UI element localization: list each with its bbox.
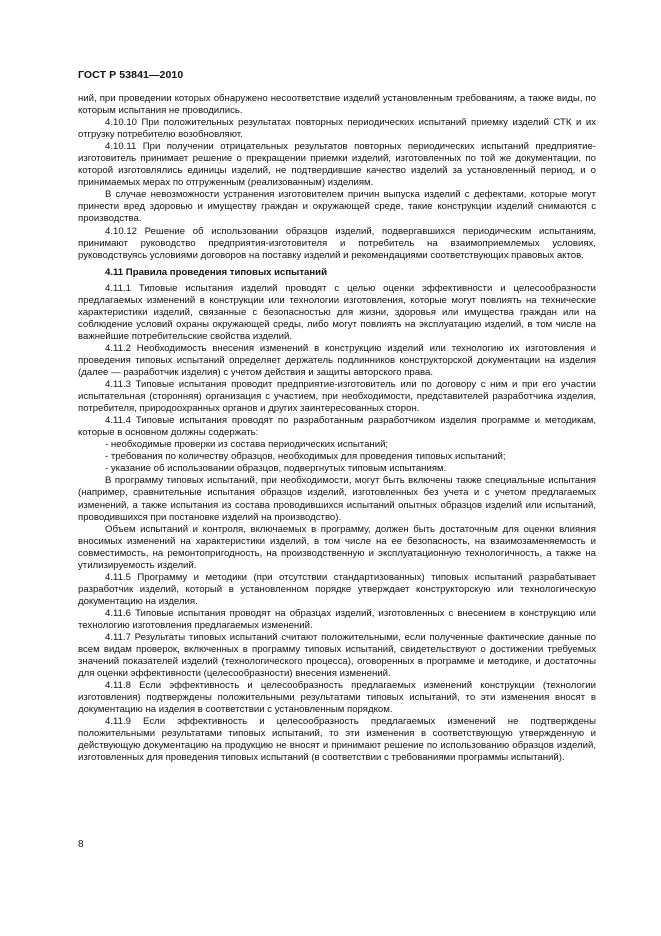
- page-content: [78, 93, 596, 765]
- standard-header: ГОСТ Р 53841—2010: [78, 69, 184, 81]
- list-item: - указание об использовании образцов, подвергнутых типовым испытаниям.: [105, 463, 447, 475]
- paragraph-4-11-5: 4.11.5 Программу и методики (при отсутствии стандартизованных) типовых испытаний разрабатывает разработчик изделий, который в установленном порядке утверждает конструкторскую или технологическую документацию на изделия.: [78, 571, 596, 607]
- paragraph-4-11-7: 4.11.7 Результаты типовых испытаний считают положительными, если полученные фактические данные по всем видам проверок, включенных в программу типовых испытаний, свидетельствуют о достижении требуемых значений показателей изделий (технологического процесса), оговоренных в программе и методике, и достаточны для оценки эффективности (целесообразности) внесения изменений.: [78, 632, 596, 680]
- paragraph-4-10-10: 4.10.10 При положительных результатах повторных периодических испытаний приемку изделий СТК и их отгрузку потребителю возобновляют.: [78, 117, 596, 141]
- paragraph-4-11-3: 4.11.3 Типовые испытания проводит предприятие-изготовитель или по договору с ним и при его участии испытательная (сторонняя) организация с участием, при необходимости, представителей разработчика изделия, потребителя, природоохранных органов и других заинтересованных сторон.: [78, 379, 596, 415]
- paragraph-4-10-11: 4.10.11 При получении отрицательных результатов повторных периодических испытаний предприятие-изготовитель принимает решение о прекращении приемки изделий, изготовленных по той же документации, по которой изготовлялись единицы изделий, не подтвердившие качество изделий за установленный период, и о принимаемых мерах по отгруженным (реализованным) изделиям.: [78, 141, 596, 189]
- paragraph-4-11-9: 4.11.9 Если эффективность и целесообразность предлагаемых изменений не подтверждены положительными результатами типовых испытаний, то эти изменения в соответствующую утвержденную и действующую документацию на продукцию не вносят и принимают решение по использованию образцов изделий, изготовленных для проведения типовых испытаний (в соответствии с требованиями программы испытаний).: [78, 716, 596, 764]
- paragraph-defects: В случае невозможности устранения изготовителем причин выпуска изделий с дефектами, которые могут принести вред здоровью и имуществу граждан и окружающей среде, такие конструкции изделий снимаются с производства.: [78, 189, 596, 225]
- paragraph-scope: Объем испытаний и контроля, включаемых в программу, должен быть достаточным для оценки влияния вносимых изменений на характеристики изделий, в том числе на ее безопасность, на взаимозаменяемость и совместимость, на ремонтопригодность, на производственную и эксплуатационную технологичность, а также на утилизируемость изделий.: [78, 523, 596, 571]
- paragraph-program-special: В программу типовых испытаний, при необходимости, могут быть включены также специальные испытания (например, сравнительные испытания образцов изделий, изготовленных без учета и с учетом предлагаемых изменений, а также испытания из состава проводившихся испытаний опытных образцов изделий или испытаний, проводившихся при постановке изделий на производство).: [78, 475, 596, 523]
- paragraph-4-10-12: 4.10.12 Решение об использовании образцов изделий, подвергавшихся периодическим испытаниям, принимают руководство предприятия-изготовителя и потребитель на взаимоприемлемых условиях, руководствуясь условиями договоров на поставку изделий и рекомендациями соответствующих правовых актов.: [78, 225, 596, 261]
- paragraph-4-11-8: 4.11.8 Если эффективность и целесообразность предлагаемых изменений конструкции (технологии изготовления) подтверждены положительными результатами типовых испытаний, то эти изменения вносят в документацию на изделия в соответствии с установленным порядком.: [78, 680, 596, 716]
- list-item: - необходимые проверки из состава периодических испытаний;: [105, 439, 389, 451]
- paragraph-4-11-1: 4.11.1 Типовые испытания изделий проводят с целью оценки эффективности и целесообразности предлагаемых изменений в конструкции или технологии изготовления, которые могут повлиять на технические характеристики изделий, связанные с безопасностью для жизни, здоровья или имущества граждан или на соблюдение условий охраны окружающей среды, либо могут повлиять на эксплуатацию изделий, в том числе на важнейшие потребительские свойства изделий.: [78, 282, 596, 342]
- paragraph-4-11-2: 4.11.2 Необходимость внесения изменений в конструкцию изделий или технологию их изготовления и проведения типовых испытаний определяет держатель подлинников конструкторской документации на изделия (далее — разработчик изделия) с учетом действия и защиты авторского права.: [78, 342, 596, 378]
- list-item: - требования по количеству образцов, необходимых для проведения типовых испытаний;: [105, 451, 506, 463]
- paragraph-continuation: ний, при проведении которых обнаружено несоответствие изделий установленным требованиям, а также виды, по которым испытания не проводились.: [78, 93, 596, 117]
- page-number: 8: [78, 839, 84, 850]
- paragraph-4-11-6: 4.11.6 Типовые испытания проводят на образцах изделий, изготовленных с внесением в конструкцию или технологию изготовления предлагаемых изменений.: [78, 607, 596, 631]
- paragraph-4-11-4: 4.11.4 Типовые испытания проводят по разработанным разработчиком изделия программе и методикам, которые в основном должны содержать:: [78, 415, 596, 439]
- section-title-4-11: 4.11 Правила проведения типовых испытаний: [105, 266, 327, 278]
